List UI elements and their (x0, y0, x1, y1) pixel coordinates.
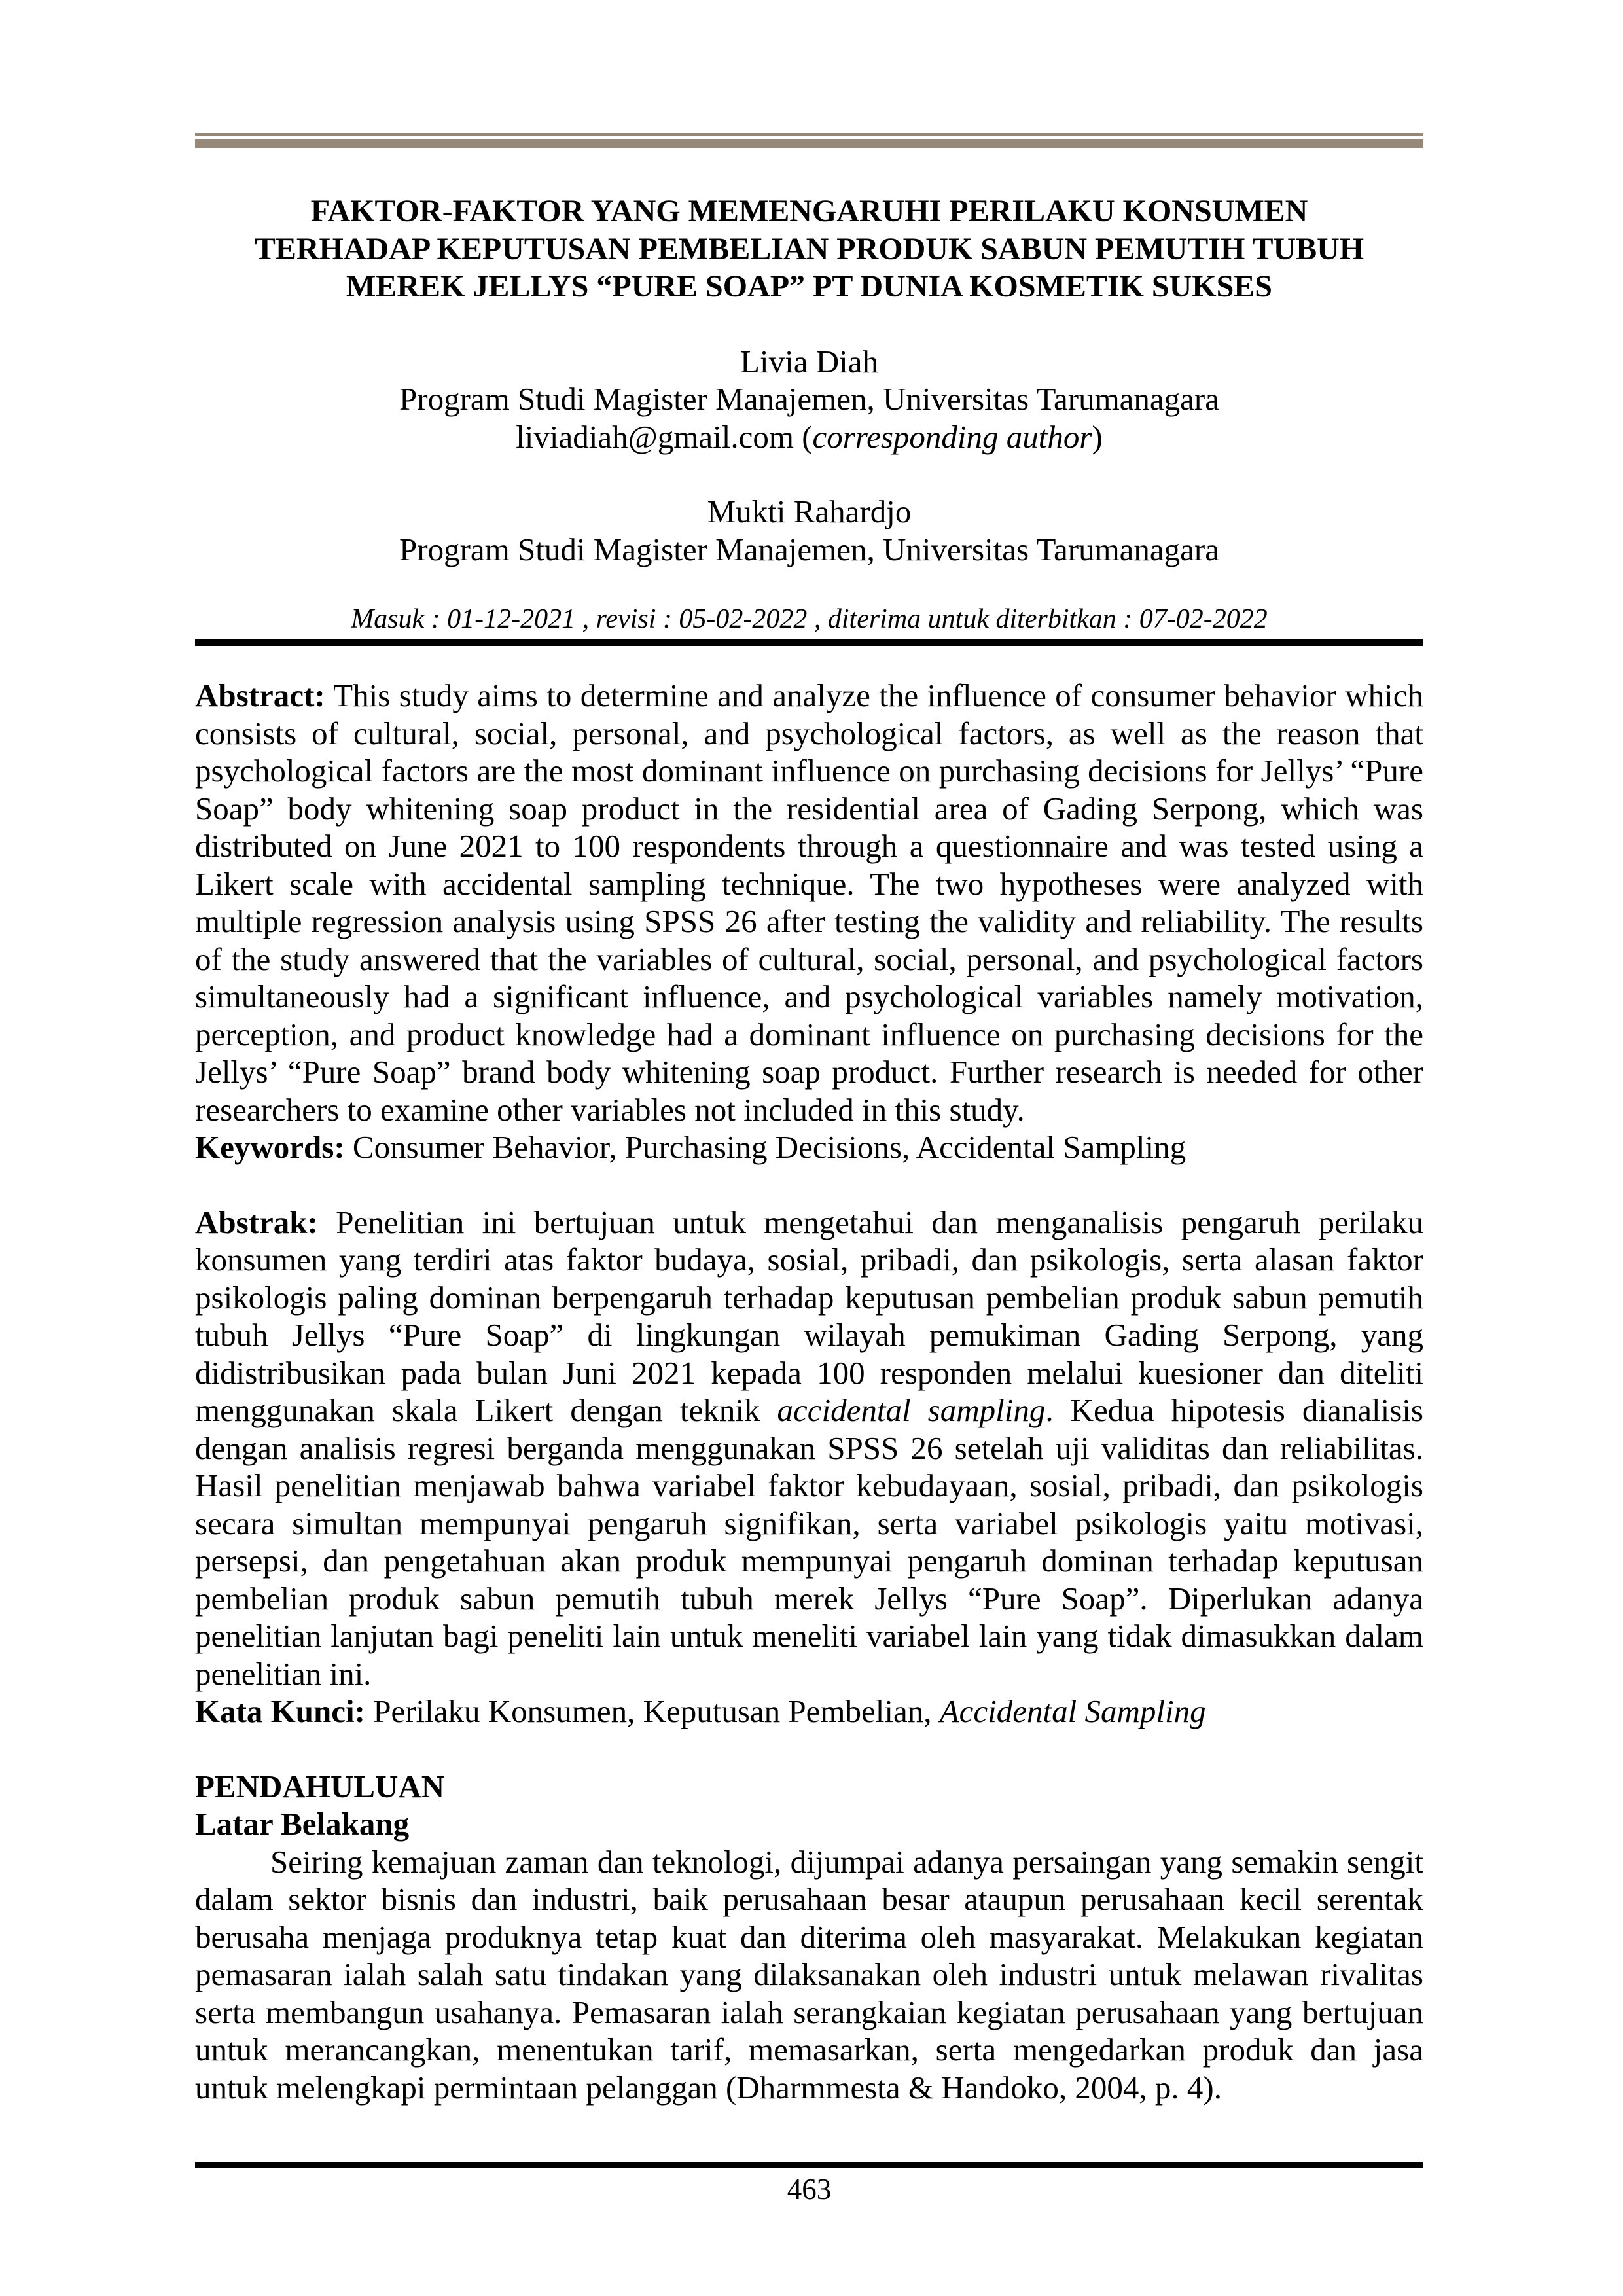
page-footer (195, 2162, 1423, 2209)
abstract-id-paragraph (195, 1204, 1423, 1693)
top-rule-thick (195, 139, 1423, 148)
submission-dates-line: Masuk : 01-12-2021 , revisi : 05-02-2022 , diterima untuk diterbitkan : 07-02-2022 (351, 604, 1268, 634)
section-heading-pendahuluan: PENDAHULUAN (195, 1768, 445, 1804)
keywords-en-text: Consumer Behavior, Purchasing Decisions, Accidental Sampling (344, 1129, 1186, 1165)
section-subheading-latar-belakang: Latar Belakang (195, 1806, 410, 1842)
abstract-en-text: This study aims to determine and analyze the influence of consumer behavior which consists of cultural, social, personal, and psychological factors, as well as the reason that psychological factors are the most dominant influence on purchasing decisions for Jellys’ “Pure Soap” body whitening soap product in the residential area of Gading Serpong, which was distributed on June 2021 to 100 respondents through a questionnaire and was tested using a Likert scale with accidental sampling technique. The two hypotheses were analyzed with multiple regression analysis using SPSS 26 after testing the validity and reliability. The results of the study answered that the variables of cultural, social, personal, and psychological factors simultaneously had a significant influence, and psychological variables namely motivation, perception, and product knowledge had a dominant influence on purchasing decisions for the Jellys’ “Pure Soap” brand body whitening soap product. Further research is needed for other researchers to examine other variables not included in this study. (195, 677, 1423, 1128)
corresponding-author-note: corresponding author (812, 418, 1092, 455)
author-name: Mukti Rahardjo (707, 493, 912, 529)
author-block-1 (195, 343, 1423, 456)
keywords-en-label: Keywords: (195, 1129, 345, 1165)
page-number: 463 (787, 2173, 832, 2206)
keywords-id-line (195, 1693, 1423, 1731)
author-affiliation: Program Studi Magister Manajemen, Universitas Tarumanagara (399, 381, 1219, 417)
author-affiliation: Program Studi Magister Manajemen, Universitas Tarumanagara (399, 531, 1219, 567)
author-email: liviadiah@gmail.com ( (516, 418, 813, 455)
keywords-id-text: Perilaku Konsumen, Keputusan Pembelian, (365, 1693, 940, 1729)
author-email-line: liviadiah@gmail.com (corresponding author) (516, 418, 1103, 455)
article-title-line-1: FAKTOR-FAKTOR YANG MEMENGARUHI PERILAKU KONSUMEN (310, 194, 1308, 228)
keywords-id-italic-term: Accidental Sampling (939, 1693, 1206, 1729)
abstract-en-paragraph (195, 677, 1423, 1128)
author-name: Livia Diah (740, 343, 878, 380)
author-block-2 (195, 493, 1423, 568)
abstract-id-italic-term: accidental sampling (777, 1392, 1046, 1428)
page-content (195, 0, 1423, 2106)
top-rule-thin (195, 133, 1423, 136)
abstract-id-label: Abstrak: (195, 1204, 318, 1240)
abstract-id-text-1: Penelitian ini bertujuan untuk mengetahui dan menganalisis pengaruh perilaku konsumen yang terdiri atas faktor budaya, sosial, pribadi, dan psikologis, serta alasan faktor psikologis paling dominan berpengaruh terhadap keputusan pembelian produk sabun pemutih tubuh Jellys “Pure Soap” di lingkungan wilayah pemukiman Gading Serpong, yang didistribusikan pada bulan Juni 2021 kepada 100 responden melalui kuesioner dan diteliti menggunakan skala Likert dengan teknik (195, 1204, 1423, 1428)
keywords-id-label: Kata Kunci: (195, 1693, 365, 1729)
article-title (195, 192, 1423, 306)
keywords-en-line (195, 1128, 1423, 1166)
divider-rule-top (195, 639, 1423, 646)
footer-rule (195, 2162, 1423, 2168)
abstract-en-label: Abstract: (195, 677, 325, 713)
intro-paragraph: Seiring kemajuan zaman dan teknologi, dijumpai adanya persaingan yang semakin sengit dalam sektor bisnis dan industri, baik perusahaan besar ataupun perusahaan kecil serentak berusaha menjaga produknya tetap kuat dan diterima oleh masyarakat. Melakukan kegiatan pemasaran ialah salah satu tindakan yang dilaksanakan oleh industri untuk melawan rivalitas serta membangun usahanya. Pemasaran ialah serangkaian kegiatan perusahaan yang bertujuan untuk merancangkan, menentukan tarif, memasarkan, serta mengedarkan produk dan jasa untuk melengkapi permintaan pelanggan (Dharmmesta & Handoko, 2004, p. 4). (195, 1843, 1423, 2106)
article-title-line-3: MEREK JELLYS “PURE SOAP” PT DUNIA KOSMETIK SUKSES (346, 269, 1272, 304)
abstract-id-text-2: . Kedua hipotesis dianalisis dengan analisis regresi berganda menggunakan SPSS 26 setelah uji validitas dan reliabilitas. Hasil penelitian menjawab bahwa variabel faktor kebudayaan, sosial, pribadi, dan psikologis secara simultan mempunyai pengaruh signifikan, serta variabel psikologis yaitu motivasi, persepsi, dan pengetahuan akan produk mempunyai pengaruh dominan terhadap keputusan pembelian produk sabun pemutih tubuh merek Jellys “Pure Soap”. Diperlukan adanya penelitian lanjutan bagi peneliti lain untuk meneliti variabel lain yang tidak dimasukkan dalam penelitian ini. (195, 1392, 1423, 1692)
article-title-line-2: TERHADAP KEPUTUSAN PEMBELIAN PRODUK SABUN PEMUTIH TUBUH (254, 231, 1364, 266)
